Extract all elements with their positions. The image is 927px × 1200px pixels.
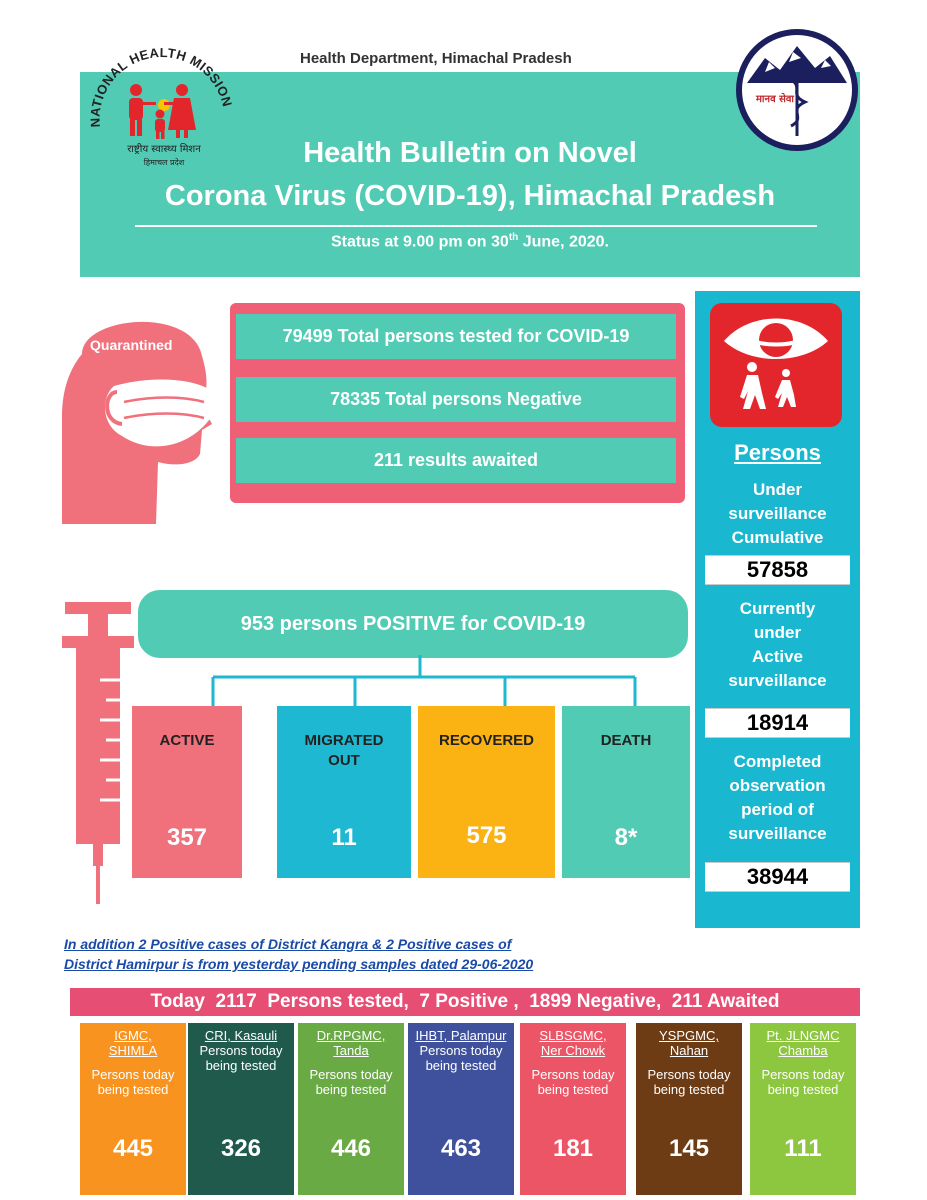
completed-label-3: period of (741, 800, 814, 819)
completed-label-4: surveillance (728, 824, 827, 843)
department-name: Health Department, Himachal Pradesh (300, 50, 572, 67)
institution-name (638, 1028, 740, 1058)
institution-desc-1: Persons today (531, 1067, 615, 1082)
migrated-label (277, 731, 411, 771)
header-divider (135, 225, 817, 227)
cumulative-label-2: surveillance (728, 504, 827, 523)
status-date (80, 232, 860, 251)
active-surveillance-label (695, 597, 860, 693)
cumulative-value: 57858 (705, 555, 850, 585)
status-prefix: Status at 9.00 pm on 30 (330, 233, 509, 251)
institution-desc (752, 1067, 854, 1097)
institution-desc-2: being tested (537, 1082, 609, 1097)
institution-name (82, 1028, 184, 1058)
institution-value: 445 (112, 1135, 154, 1162)
manav-seva-emblem (735, 28, 860, 153)
institution-value: 111 (784, 1135, 822, 1162)
persons-heading: Persons (734, 440, 821, 465)
institution-desc-1: Persons today (647, 1067, 731, 1082)
institution-name (522, 1028, 624, 1058)
status-sup: th (508, 232, 519, 243)
institution-value: 446 (330, 1135, 372, 1162)
institution-name-1: Dr.RPGMC, (316, 1028, 386, 1043)
institution-value: 145 (668, 1135, 710, 1162)
today-summary-bar: Today 2117 Persons tested, 7 Positive , 1899 Negative, 211 Awaited (70, 988, 860, 1016)
active-label-2: under (753, 623, 802, 642)
institution-value: 181 (552, 1135, 594, 1162)
institution-desc-1: Persons today (199, 1043, 283, 1058)
completed-label (695, 750, 860, 846)
positive-summary: 953 persons POSITIVE for COVID-19 (138, 590, 688, 658)
institution-desc-2: being tested (97, 1082, 169, 1097)
active-value: 357 (166, 824, 208, 851)
institution-name-2: Nahan (669, 1043, 709, 1058)
completed-label-2: observation (729, 776, 826, 795)
manav-seva-text: मानव सेवा (755, 94, 795, 105)
surveillance-eye-icon (710, 303, 842, 427)
institution-desc-2: being tested (425, 1058, 497, 1073)
migrated-out-card (277, 706, 411, 878)
institution-value: 463 (440, 1135, 482, 1162)
institution-desc (82, 1067, 184, 1097)
institution-name-2: Chamba (778, 1043, 828, 1058)
quarantined-label: Quarantined (90, 337, 173, 353)
bulletin-title-line1: Health Bulletin on Novel (303, 137, 637, 169)
active-cases-card (132, 706, 242, 878)
institution-desc-2: being tested (767, 1082, 839, 1097)
bulletin-title-line2: Corona Virus (COVID-19), Himachal Pradesh (164, 180, 776, 212)
pending-samples-note (64, 934, 684, 974)
institution-name (410, 1028, 512, 1043)
institution-card-igmc (80, 1023, 186, 1195)
institution-desc-1: Persons today (309, 1067, 393, 1082)
institution-desc-1: Persons today (419, 1043, 503, 1058)
completed-value: 38944 (705, 862, 850, 892)
institution-name-1: IHBT, Palampur (415, 1028, 507, 1043)
institution-name-1: CRI, Kasauli (204, 1028, 278, 1043)
nhm-hindi-line2: हिमाचल प्रदेश (143, 158, 185, 167)
institution-desc (638, 1067, 740, 1097)
migrated-label-1: MIGRATED (304, 732, 384, 749)
institution-desc (522, 1067, 624, 1097)
institution-name-1: SLBSGMC, (539, 1028, 607, 1043)
syringe-icon (62, 600, 142, 910)
institution-desc (410, 1043, 512, 1073)
institution-desc-2: being tested (653, 1082, 725, 1097)
death-card (562, 706, 690, 878)
recovered-label: RECOVERED (438, 732, 535, 749)
family-icon (129, 84, 196, 139)
note-line2: District Hamirpur is from yesterday pending samples dated 29-06-2020 (64, 956, 534, 972)
active-label-3: Active (751, 647, 804, 666)
institution-card-slbsgmc (520, 1023, 626, 1195)
institution-card-ihbt (408, 1023, 514, 1195)
institution-desc-2: being tested (315, 1082, 387, 1097)
institution-card-jlngmc (750, 1023, 856, 1195)
cumulative-label-1: Under (752, 480, 803, 499)
institution-name-2: Ner Chowk (540, 1043, 606, 1058)
institution-card-yspgmc (636, 1023, 742, 1195)
active-label: ACTIVE (159, 732, 215, 749)
institution-name (300, 1028, 402, 1058)
institution-desc-1: Persons today (91, 1067, 175, 1082)
recovered-card (418, 706, 555, 878)
active-label-4: surveillance (728, 671, 827, 690)
cumulative-label (695, 478, 860, 550)
status-suffix: June, 2020. (518, 233, 609, 251)
migrated-label-2: OUT (328, 752, 360, 769)
institution-name (752, 1028, 854, 1058)
death-label: DEATH (600, 732, 652, 749)
active-surveillance-value: 18914 (705, 708, 850, 738)
note-line1: In addition 2 Positive cases of District Kangra & 2 Positive cases of (64, 936, 512, 952)
institution-name (190, 1028, 292, 1043)
total-negative-row: 78335 Total persons Negative (236, 377, 676, 422)
institution-desc-2: being tested (205, 1058, 277, 1073)
institution-desc-1: Persons today (761, 1067, 845, 1082)
migrated-value: 11 (331, 824, 357, 851)
institution-name-1: YSPGMC, (659, 1028, 719, 1043)
nhm-arc-text: NATIONAL HEALTH MISSION (87, 44, 236, 128)
institution-name-1: IGMC, (114, 1028, 152, 1043)
institution-name-1: Pt. JLNGMC (766, 1028, 840, 1043)
institution-name-2: Tanda (333, 1043, 369, 1058)
institution-name-2: SHIMLA (108, 1043, 158, 1058)
total-tested-row: 79499 Total persons tested for COVID-19 (236, 314, 676, 359)
completed-label-1: Completed (733, 752, 822, 771)
national-health-mission-logo (82, 32, 242, 182)
recovered-value: 575 (466, 822, 507, 849)
nhm-hindi-line1: राष्ट्रीय स्वास्थ्य मिशन (127, 144, 201, 155)
death-value: 8* (614, 824, 638, 851)
institution-desc (300, 1067, 402, 1097)
results-awaited-row: 211 results awaited (236, 438, 676, 483)
institution-card-cri (188, 1023, 294, 1195)
institution-value: 326 (220, 1135, 262, 1162)
active-label-1: Currently (739, 599, 816, 618)
institution-desc (190, 1043, 292, 1073)
cumulative-label-3: Cumulative (731, 528, 824, 547)
institution-card-rpgmc (298, 1023, 404, 1195)
